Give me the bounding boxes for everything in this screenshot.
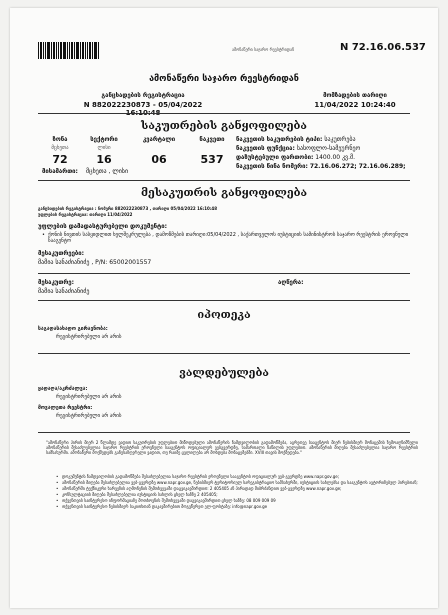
seizure-label: ყადაღა/აკრძალვა: — [38, 386, 88, 392]
holder-value: მამია სანაძიანიძე — [38, 288, 90, 295]
sector-code: 16 — [96, 153, 112, 166]
document-number: N 72.16.06.537 — [340, 42, 426, 53]
declared-area-label: დაზუსტებული ფართობი: — [236, 154, 314, 161]
barcode — [38, 42, 102, 59]
parcel-purpose-label: ნაკვეთის ფუნქცია: — [236, 145, 295, 152]
zone-code: 72 — [52, 153, 68, 166]
owner-value: მამია სანაძიანიძე , P/N: 65002001557 — [38, 259, 152, 266]
footer-item: • თქვენთვის საინტერესო ინფორმაციაზე მოთხოვნის შემთხვევაში დაგვიკავშირდით ცხელ ხაზზე: 08 009 009 09 — [62, 498, 418, 503]
mortgage-subject-value: რეგისტრირებული არ არის — [56, 334, 122, 340]
basis-document-item: • ქონის ნივთის სასყიდლით ხელშეკრულება , დამოწმების თარიღი:05/04/2022 , საქართველოს იუსტიციის სამინისტროს საჯარო რეესტრის ეროვნული სააგენტო — [48, 232, 418, 244]
footer-list — [62, 474, 418, 510]
previous-number-label: ნაკვეთის წინა ნომერი: — [236, 163, 308, 170]
sector-label: სექტორი — [90, 136, 118, 143]
quarter-label: კვარტალი — [142, 136, 176, 143]
debtor-registry-value: რეგისტრირებული არ არის — [56, 413, 122, 419]
footer-item: • კონსულტაციის მიღება შესაძლებელია იუსტიციის სახლის ცხელ ხაზზე 2 405405; — [62, 492, 418, 497]
holder-label: მესაკუთრე: — [38, 279, 74, 286]
address-label: მისამართი: — [42, 168, 78, 175]
ownership-section-title: მესაკუთრის განყოფილება — [140, 186, 308, 199]
description-label: აღწერა: — [278, 279, 304, 286]
prepared-date-label: მომზადების თარიღი — [323, 92, 387, 99]
document-title: ამონაწერი საჯარო რეესტრიდან — [149, 74, 299, 84]
registration-label: განცხადების რეგისტრაცია — [101, 92, 185, 99]
ownership-type-label: ნაკვეთის საკუთრების ტიპი: — [236, 136, 323, 143]
seizure-value: რეგისტრირებული არ არის — [56, 394, 122, 400]
document-page — [10, 8, 438, 608]
owners-label: მესაკუთრეები: — [38, 250, 85, 257]
doc-small-label: ამონაწერი საჯარო რეესტრიდან — [232, 47, 295, 52]
declared-area-value: 1400.00 კვ.მ. — [315, 154, 356, 161]
registration-value: N 882022230873 - 05/04/2022 16:10:48 — [83, 101, 203, 117]
debtor-registry-label: მოვალეთა რეესტრი: — [38, 405, 93, 411]
prepared-date-value: 11/04/2022 10:24:40 — [314, 101, 396, 109]
registration-date-line: უფლების რეგისტრაცია: თარიღი 11/04/2022 — [38, 212, 133, 217]
zone-label: ზონა — [52, 136, 68, 143]
zone-name: მცხეთა — [51, 145, 69, 151]
parcel-code: 537 — [200, 153, 224, 166]
quarter-code: 06 — [151, 153, 167, 166]
sector-name: ლისი — [97, 145, 111, 151]
address-value: მცხეთა , ლისი — [86, 168, 129, 175]
ownership-type-value: საკუთრება — [324, 136, 356, 143]
previous-number-value: 72.16.06.272; 72.16.06.289; — [309, 163, 406, 170]
application-line: განცხადების რეგისტრაცია : ნომერი 882022230873 , თარიღი 05/04/2022 16:10:48 — [38, 206, 217, 211]
debt-section-title: ვალდებულება — [179, 366, 269, 379]
mortgage-section-title: იპოთეკა — [197, 308, 251, 321]
basis-document-label: უფლების დამადასტურებელი დოკუმენტი: — [38, 223, 168, 230]
parcel-purpose-value: სასოფლო-სამეურნეო — [296, 145, 361, 152]
footer-paragraph: "ამონაწერი პირის მიერ 2 წლამდე ვადით საკუთრების უფლებით მიწოდებული ამონაწერის ნამდვილობის გადამოწმება, აგრეთვე სააგენტოს მიერ ნებისმიერ მონაცემის ზემოაღნიშნული ამონაწერის შესაძლებელია საჯარო რეესტრის ეროვნული სააგენტოს ოფიციალურ ვებგვერდზე, სამართალი ნაწილის უფლებით. ამონაწერის მიღება შესაძლებელია საჯარო რეესტრის სამსახურში. ამონაწერი მოქმედებს განუსაზღვრელი ვადით, თუ რაიმე ცვლილება არ მოხდება მონაცემებში. XVIII თავის მოქმედება." — [46, 440, 418, 455]
footer-item: • თქვენთვის საინტერესო ნებისმიერ საკითხთან დაკავშირებით მოგვწერეთ ელ-ფოსტაზე: info@napr.gov.ge — [62, 504, 418, 509]
property-section-title: საკუთრების განყოფილება — [141, 119, 307, 132]
footer-item: • ამონაწერის მიღება შესაძლებელია ვებ-გვერდზე www.napr.gov.ge, ნებისმიერ ტერიტორიულ სარეგისტრაციო სამსახურში, იუსტიციის სახლებსა და სააგენტოს ავტორიზებულ პირებთან; — [62, 480, 418, 485]
parcel-label: ნაკვეთი — [199, 136, 225, 143]
mortgage-subject-label: საგადასახადო გირავნობა: — [38, 326, 108, 332]
footer-item: • დოკუმენტის ნამდვილობის გადამოწმება შესაძლებელია საჯარო რეესტრის ეროვნული სააგენტოს ოფიციალურ ვებ-გვერდზე www.napr.gov.ge; — [62, 474, 418, 479]
property-details — [236, 136, 436, 170]
footer-item: • ამონაწერში ტექნიკური ხარვეზის აღმოჩენის შემთხვევაში დაგვიკავშირდით: 2 405405 ან პირადად მიბრძანდით ვებ-გვერდზე www.napr.gov.ge; — [62, 486, 418, 491]
